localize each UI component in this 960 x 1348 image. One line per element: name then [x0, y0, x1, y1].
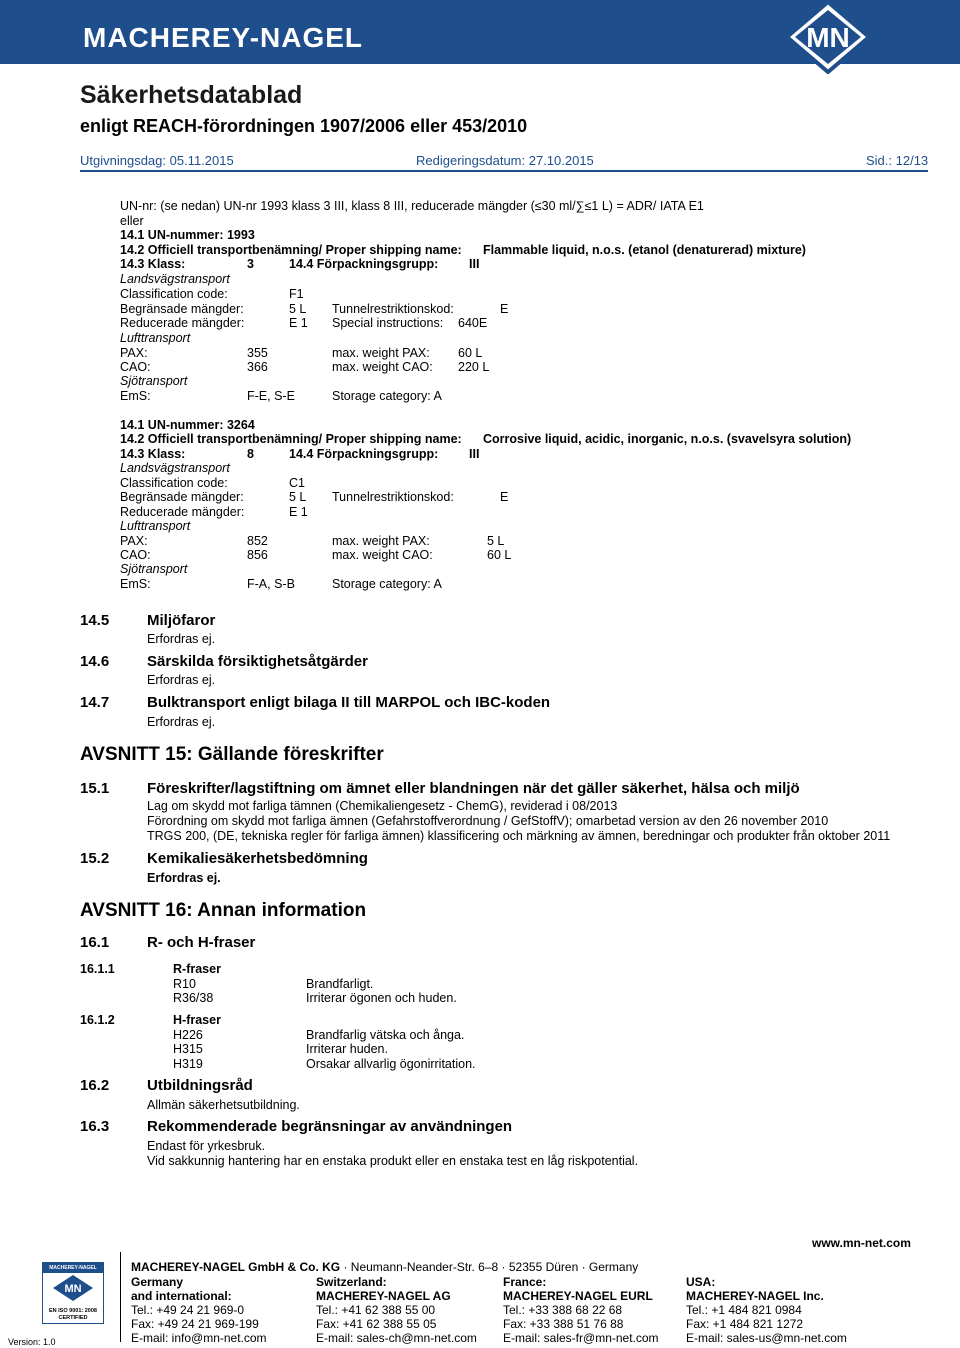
- contact-phone: Tel.: +49 24 21 969-0: [131, 1303, 245, 1317]
- restriction-line: Endast för yrkesbruk.: [147, 1139, 266, 1153]
- section-15-heading: AVSNITT 15: Gällande föreskrifter: [80, 744, 384, 765]
- contact-company: and international:: [131, 1289, 232, 1303]
- section-15-2-number: 15.2: [80, 850, 110, 867]
- regulation-line: Lag om skydd mot farliga tämnen (Chemikaliengesetz - ChemG), reviderad i 08/2013: [147, 799, 618, 813]
- contact-email[interactable]: E-mail: info@mn-net.com: [131, 1331, 267, 1345]
- ems-label-2: EmS:: [120, 577, 151, 591]
- section-14-5-title: Miljöfaror: [147, 612, 216, 629]
- cao-weight-value-2: 60 L: [487, 548, 512, 562]
- contact-france: [503, 1275, 659, 1345]
- section-14-7-title: Bulktransport enligt bilaga II till MARPOL och IBC-koden: [147, 694, 551, 711]
- h-phrase-text: Brandfarlig vätska och ånga.: [306, 1028, 465, 1042]
- cao-weight-label-1: max. weight CAO:: [332, 360, 433, 374]
- special-value-1: 640E: [458, 316, 488, 330]
- contact-phone: Tel.: +41 62 388 55 00: [316, 1303, 436, 1317]
- pax-weight-label-2: max. weight PAX:: [332, 534, 430, 548]
- packing-label-2: 14.4 Förpackningsgrupp:: [289, 447, 439, 461]
- tunnel-label-1: Tunnelrestriktionskod:: [332, 302, 454, 316]
- cao-label-1: CAO:: [120, 360, 151, 374]
- r-phrase-code: R10: [173, 977, 196, 991]
- cao-label-2: CAO:: [120, 548, 151, 562]
- air-transport-2: Lufttransport: [120, 519, 191, 533]
- r-phrases-title: R-fraser: [173, 962, 221, 976]
- contact-region: Germany: [131, 1275, 184, 1289]
- reduced-value-2: E 1: [289, 505, 308, 519]
- shipping-name-2: Corrosive liquid, acidic, inorganic, n.o.s. (svavelsyra solution): [483, 432, 852, 446]
- contact-germany: [131, 1275, 267, 1345]
- cert-brand: MACHEREY-NAGEL: [43, 1263, 103, 1273]
- tunnel-label-2: Tunnelrestriktionskod:: [332, 490, 454, 504]
- reduced-label-1: Reducerade mängder:: [120, 316, 245, 330]
- issue-date: Utgivningsdag: 05.11.2015: [80, 153, 234, 168]
- cao-value-2: 856: [247, 548, 268, 562]
- un-number-1: 14.1 UN-nummer: 1993: [120, 228, 255, 242]
- section-16-1-title: R- och H-fraser: [147, 934, 256, 951]
- h-phrases-number: 16.1.2: [80, 1013, 115, 1027]
- brand-name: MACHEREY-NAGEL: [83, 22, 364, 53]
- h-phrase-code: H319: [173, 1057, 203, 1071]
- svg-text:MN: MN: [64, 1283, 82, 1295]
- restriction-line: Vid sakkunnig hantering har en enstaka produkt eller en enstaka test en låg riskpotential.: [147, 1154, 639, 1168]
- cao-weight-label-2: max. weight CAO:: [332, 548, 433, 562]
- un-intro: UN-nr: (se nedan) UN-nr 1993 klass 3 III, klass 8 III, reducerade mängder (≤30 ml/∑≤1 L) = ADR/ IATA E1: [120, 199, 704, 213]
- special-label-1: Special instructions:: [332, 316, 444, 330]
- footer-divider: [120, 1252, 121, 1342]
- section-16-3-number: 16.3: [80, 1118, 110, 1135]
- section-14-6-title: Särskilda försiktighetsåtgärder: [147, 653, 368, 670]
- contact-phone: Tel.: +1 484 821 0984: [686, 1303, 802, 1317]
- section-15-1-title: Föreskrifter/lagstiftning om ämnet eller blandningen när det gäller säkerhet, hälsa och miljö: [147, 780, 800, 797]
- header-rule: [80, 170, 928, 172]
- contact-company: MACHEREY-NAGEL AG: [316, 1289, 451, 1303]
- revision-date: Redigeringsdatum: 27.10.2015: [416, 153, 594, 168]
- section-14-7-number: 14.7: [80, 694, 110, 711]
- section-15-1-number: 15.1: [80, 780, 110, 797]
- contact-region: Switzerland:: [316, 1275, 387, 1289]
- land-transport-2: Landsvägstransport: [120, 461, 230, 475]
- h-phrase-code: H226: [173, 1028, 203, 1042]
- document-title: Säkerhetsdatablad: [80, 81, 303, 109]
- packing-label-1: 14.4 Förpackningsgrupp:: [289, 257, 439, 271]
- tunnel-value-1: E: [500, 302, 509, 316]
- contact-email[interactable]: E-mail: sales-fr@mn-net.com: [503, 1331, 659, 1345]
- pax-weight-value-2: 5 L: [487, 534, 505, 548]
- page-number: Sid.: 12/13: [866, 153, 929, 168]
- h-phrase-text: Irriterar huden.: [306, 1042, 388, 1056]
- h-phrase-text: Orsakar allvarlig ögonirritation.: [306, 1057, 476, 1071]
- packing-value-2: III: [469, 447, 480, 461]
- section-15-2-title: Kemikaliesäkerhetsbedömning: [147, 850, 368, 867]
- class-code-value-1: F1: [289, 287, 304, 301]
- regulation-line: TRGS 200, (DE, tekniska regler för farliga ämnen) klassificering och märkning av ämnen, beredningar och produkter från oktober 2011: [147, 829, 891, 843]
- storage-1: Storage category: A: [332, 389, 442, 403]
- company-line: [131, 1260, 638, 1274]
- class-label-2: 14.3 Klass:: [120, 447, 186, 461]
- section-14-5-text: Erfordras ej.: [147, 632, 216, 646]
- section-14-7-text: Erfordras ej.: [147, 715, 216, 729]
- contact-region: USA:: [686, 1275, 716, 1289]
- cao-value-1: 366: [247, 360, 268, 374]
- contact-region: France:: [503, 1275, 547, 1289]
- class-code-label-1: Classification code:: [120, 287, 228, 301]
- class-label-1: 14.3 Klass:: [120, 257, 186, 271]
- pax-weight-label-1: max. weight PAX:: [332, 346, 430, 360]
- limited-label-2: Begränsade mängder:: [120, 490, 244, 504]
- r-phrase-text: Brandfarligt.: [306, 977, 374, 991]
- regulation-line: Förordning om skydd mot farliga ämnen (Gefahrstoffverordnung / GefStoffV); omarbetad version av den 26 november 2010: [147, 814, 829, 828]
- section-15-2-text: Erfordras ej.: [147, 871, 221, 885]
- section-16-2-text: Allmän säkerhetsutbildning.: [147, 1098, 300, 1112]
- sea-transport-2: Sjötransport: [120, 562, 188, 576]
- mn-logo-icon: [783, 0, 873, 74]
- section-16-2-number: 16.2: [80, 1077, 110, 1094]
- h-phrases-title: H-fraser: [173, 1013, 221, 1027]
- land-transport-1: Landsvägstransport: [120, 272, 230, 286]
- ems-value-2: F-A, S-B: [247, 577, 295, 591]
- un-or: eller: [120, 214, 144, 228]
- r-phrase-text: Irriterar ögonen och huden.: [306, 991, 457, 1005]
- website-link[interactable]: www.mn-net.com: [812, 1236, 911, 1250]
- section-16-2-title: Utbildningsråd: [147, 1077, 253, 1094]
- contact-switzerland: [316, 1275, 477, 1345]
- section-14-6-text: Erfordras ej.: [147, 673, 216, 687]
- limited-value-2: 5 L: [289, 490, 307, 504]
- contact-company: MACHEREY-NAGEL Inc.: [686, 1289, 824, 1303]
- reduced-value-1: E 1: [289, 316, 308, 330]
- class-value-2: 8: [247, 447, 254, 461]
- section-16-heading: AVSNITT 16: Annan information: [80, 900, 367, 921]
- contact-company: MACHEREY-NAGEL EURL: [503, 1289, 653, 1303]
- limited-label-1: Begränsade mängder:: [120, 302, 244, 316]
- contact-fax: Fax: +49 24 21 969-199: [131, 1317, 259, 1331]
- un-number-2: 14.1 UN-nummer: 3264: [120, 418, 255, 432]
- tunnel-value-2: E: [500, 490, 509, 504]
- iso-certificate-badge: [42, 1262, 104, 1324]
- version-label: Version: 1.0: [8, 1337, 56, 1347]
- class-code-value-2: C1: [289, 476, 305, 490]
- section-14-6-number: 14.6: [80, 653, 110, 670]
- contact-fax: Fax: +33 388 51 76 88: [503, 1317, 624, 1331]
- document-subtitle: enligt REACH-förordningen 1907/2006 eller 453/2010: [80, 116, 528, 136]
- r-phrase-code: R36/38: [173, 991, 214, 1005]
- class-code-label-2: Classification code:: [120, 476, 228, 490]
- section-14-5-number: 14.5: [80, 612, 110, 629]
- section-16-3-title: Rekommenderade begränsningar av användningen: [147, 1118, 513, 1135]
- shipping-name-label-2: 14.2 Officiell transportbenämning/ Proper shipping name:: [120, 432, 462, 446]
- air-transport-1: Lufttransport: [120, 331, 191, 345]
- pax-label-1: PAX:: [120, 346, 148, 360]
- packing-value-1: III: [469, 257, 480, 271]
- contact-fax: Fax: +41 62 388 55 05: [316, 1317, 437, 1331]
- pax-value-2: 852: [247, 534, 268, 548]
- cao-weight-value-1: 220 L: [458, 360, 490, 374]
- class-value-1: 3: [247, 257, 254, 271]
- storage-2: Storage category: A: [332, 577, 442, 591]
- mn-logo-small-icon: [43, 1273, 103, 1303]
- sea-transport-1: Sjötransport: [120, 374, 188, 388]
- contact-usa: [686, 1275, 847, 1345]
- limited-value-1: 5 L: [289, 302, 307, 316]
- pax-weight-value-1: 60 L: [458, 346, 483, 360]
- reduced-label-2: Reducerade mängder:: [120, 505, 245, 519]
- r-phrases-number: 16.1.1: [80, 962, 115, 976]
- pax-value-1: 355: [247, 346, 268, 360]
- logo-text: MN: [806, 22, 850, 53]
- contact-email[interactable]: E-mail: sales-ch@mn-net.com: [316, 1331, 477, 1345]
- company-address: · Neumann-Neander-Str. 6–8 · 52355 Düren · Germany: [340, 1260, 639, 1274]
- contact-phone: Tel.: +33 388 68 22 68: [503, 1303, 623, 1317]
- section-16-1-number: 16.1: [80, 934, 110, 951]
- ems-value-1: F-E, S-E: [247, 389, 295, 403]
- company-name: MACHEREY-NAGEL GmbH & Co. KG: [131, 1260, 341, 1274]
- contact-fax: Fax: +1 484 821 1272: [686, 1317, 804, 1331]
- shipping-name-1: Flammable liquid, n.o.s. (etanol (denaturerad) mixture): [483, 243, 806, 257]
- pax-label-2: PAX:: [120, 534, 148, 548]
- ems-label-1: EmS:: [120, 389, 151, 403]
- contact-email[interactable]: E-mail: sales-us@mn-net.com: [686, 1331, 847, 1345]
- h-phrase-code: H315: [173, 1042, 203, 1056]
- cert-text: EN ISO 9001: 2008 CERTIFIED: [48, 1308, 97, 1321]
- shipping-name-label-1: 14.2 Officiell transportbenämning/ Proper shipping name:: [120, 243, 462, 257]
